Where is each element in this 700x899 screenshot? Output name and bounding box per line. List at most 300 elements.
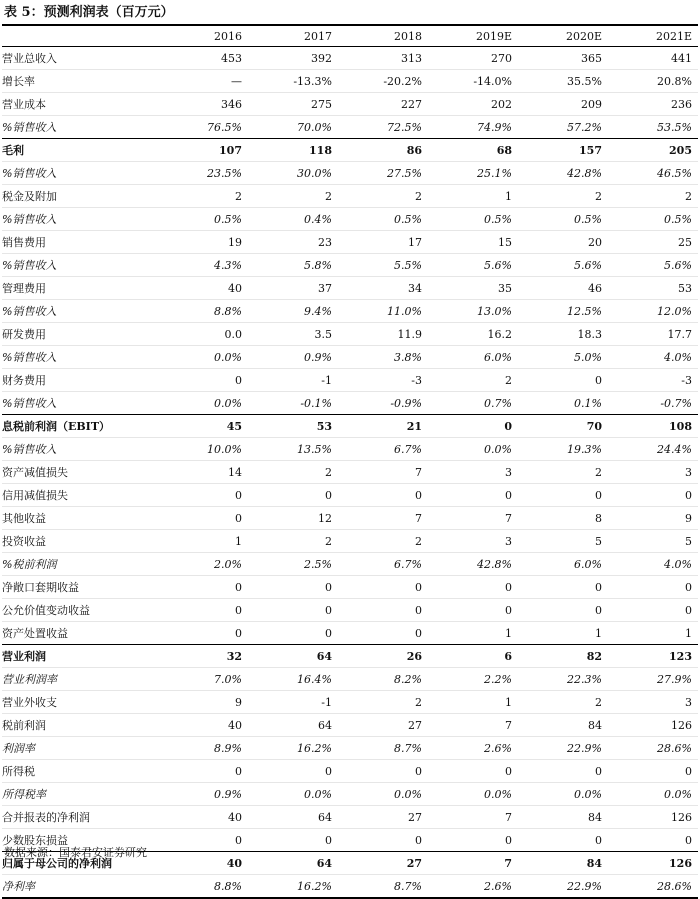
row-value: 5.0% xyxy=(574,350,602,364)
row-value: 27.5% xyxy=(387,166,422,180)
table-row xyxy=(2,668,698,691)
row-label: 资产处置收益 xyxy=(2,627,68,640)
source-note: 数据来源：国泰君安证券研究 xyxy=(4,846,147,859)
table-row xyxy=(2,47,698,70)
row-value: 0.0% xyxy=(484,442,512,456)
table-row xyxy=(2,530,698,553)
row-value: 1 xyxy=(505,695,512,709)
row-value: 0 xyxy=(325,580,332,594)
table-row xyxy=(2,484,698,507)
row-value: -3 xyxy=(411,373,422,387)
row-value: 0 xyxy=(505,833,512,847)
row-value: 227 xyxy=(401,97,422,111)
row-value: 0 xyxy=(595,603,602,617)
row-value: 107 xyxy=(158,139,248,162)
row-value: 7.0% xyxy=(214,672,242,686)
row-value: -1 xyxy=(321,373,332,387)
row-label: 所得税 xyxy=(2,765,35,778)
row-value: 14 xyxy=(228,465,242,479)
row-value: 9 xyxy=(235,695,242,709)
row-label: 增长率 xyxy=(2,75,35,88)
row-value: 2 xyxy=(325,465,332,479)
row-value: 2 xyxy=(415,189,422,203)
table-row xyxy=(2,231,698,254)
row-value: 0.0% xyxy=(214,396,242,410)
row-value: 72.5% xyxy=(387,120,422,134)
row-value: 21 xyxy=(338,415,428,438)
row-value: 8.7% xyxy=(394,879,422,893)
header-year: 2020E xyxy=(518,25,608,47)
row-value: 0 xyxy=(595,373,602,387)
row-value: 0 xyxy=(235,580,242,594)
row-value: 23 xyxy=(318,235,332,249)
row-value: 35 xyxy=(498,281,512,295)
row-value: 0.5% xyxy=(484,212,512,226)
row-value: 0.9% xyxy=(214,787,242,801)
row-value: 68 xyxy=(428,139,518,162)
row-value: 0 xyxy=(235,626,242,640)
row-value: 0 xyxy=(235,373,242,387)
row-value: 1 xyxy=(235,534,242,548)
row-value: 0 xyxy=(415,580,422,594)
row-label: 营业利润率 xyxy=(2,673,57,686)
row-label: %销售收入 xyxy=(2,397,57,410)
row-value: -0.7% xyxy=(660,396,692,410)
row-value: 86 xyxy=(338,139,428,162)
row-value: 5.5% xyxy=(394,258,422,272)
row-value: 64 xyxy=(248,852,338,875)
header-year: 2021E xyxy=(608,25,698,47)
row-value: 126 xyxy=(671,810,692,824)
row-value: 209 xyxy=(581,97,602,111)
row-label: 所得税率 xyxy=(2,788,46,801)
row-value: 0 xyxy=(235,764,242,778)
row-value: 12 xyxy=(318,511,332,525)
table-row xyxy=(2,277,698,300)
table-row xyxy=(2,507,698,530)
row-value: 70 xyxy=(518,415,608,438)
row-label: %销售收入 xyxy=(2,213,57,226)
table-row xyxy=(2,162,698,185)
row-label: %销售收入 xyxy=(2,121,57,134)
row-value: 3.8% xyxy=(394,350,422,364)
row-value: 0.0% xyxy=(484,787,512,801)
row-value: 0 xyxy=(325,764,332,778)
row-value: 70.0% xyxy=(297,120,332,134)
row-value: 2 xyxy=(415,534,422,548)
row-label: %税前利润 xyxy=(2,558,57,571)
row-value: 236 xyxy=(671,97,692,111)
row-value: 2 xyxy=(415,695,422,709)
row-value: 2 xyxy=(325,189,332,203)
row-value: 205 xyxy=(608,139,698,162)
row-label: 财务费用 xyxy=(2,374,46,387)
row-label: 息税前利润（EBIT） xyxy=(2,415,158,438)
row-value: 0.0% xyxy=(664,787,692,801)
row-value: 13.0% xyxy=(477,304,512,318)
row-value: 25 xyxy=(678,235,692,249)
row-value: 35.5% xyxy=(567,74,602,88)
table-row xyxy=(2,369,698,392)
table-row xyxy=(2,760,698,783)
row-label: %销售收入 xyxy=(2,259,57,272)
table-row xyxy=(2,461,698,484)
row-label: 净敞口套期收益 xyxy=(2,581,79,594)
row-value: 0.4% xyxy=(304,212,332,226)
row-value: 17.7 xyxy=(667,327,692,341)
row-label: 合并报表的净利润 xyxy=(2,811,90,824)
header-year: 2016 xyxy=(158,25,248,47)
row-value: 0 xyxy=(595,580,602,594)
row-value: 2 xyxy=(595,189,602,203)
row-value: 4.3% xyxy=(214,258,242,272)
row-label: %销售收入 xyxy=(2,167,57,180)
row-value: 0.5% xyxy=(214,212,242,226)
row-value: 453 xyxy=(221,51,242,65)
row-value: 0.0% xyxy=(214,350,242,364)
table-row xyxy=(2,576,698,599)
row-value: 8.8% xyxy=(214,879,242,893)
row-value: 0.5% xyxy=(664,212,692,226)
row-label: 净利率 xyxy=(2,880,35,893)
row-value: 7 xyxy=(415,465,422,479)
row-value: 2 xyxy=(685,189,692,203)
row-value: 5.6% xyxy=(484,258,512,272)
row-value: 53 xyxy=(678,281,692,295)
row-value: 53.5% xyxy=(657,120,692,134)
row-value: -13.3% xyxy=(293,74,332,88)
row-value: 6 xyxy=(428,645,518,668)
row-value: 0.9% xyxy=(304,350,332,364)
table-row xyxy=(2,783,698,806)
row-value: 0.5% xyxy=(574,212,602,226)
row-value: 0 xyxy=(685,488,692,502)
row-label: 营业外收支 xyxy=(2,696,57,709)
row-value: 0 xyxy=(415,764,422,778)
row-value: 27.9% xyxy=(657,672,692,686)
row-value: -0.9% xyxy=(390,396,422,410)
row-value: 0 xyxy=(415,626,422,640)
table-row xyxy=(2,553,698,576)
row-value: 8.8% xyxy=(214,304,242,318)
row-value: 76.5% xyxy=(207,120,242,134)
row-value: 0 xyxy=(415,603,422,617)
row-label: 营业总收入 xyxy=(2,52,57,65)
row-value: 0 xyxy=(235,511,242,525)
row-value: 346 xyxy=(221,97,242,111)
row-value: 270 xyxy=(491,51,512,65)
row-value: 82 xyxy=(518,645,608,668)
row-value: 0 xyxy=(505,488,512,502)
row-value: 2 xyxy=(595,465,602,479)
row-value: 0 xyxy=(235,603,242,617)
row-label: 销售费用 xyxy=(2,236,46,249)
row-value: 64 xyxy=(318,810,332,824)
row-value: 7 xyxy=(428,852,518,875)
row-value: 64 xyxy=(318,718,332,732)
table-row xyxy=(2,254,698,277)
row-value: -14.0% xyxy=(473,74,512,88)
row-label: 税前利润 xyxy=(2,719,46,732)
row-value: 24.4% xyxy=(657,442,692,456)
table-row xyxy=(2,737,698,760)
row-value: 0.0 xyxy=(224,327,242,341)
row-value: 1 xyxy=(595,626,602,640)
header-row xyxy=(2,25,698,47)
row-value: 7 xyxy=(505,511,512,525)
row-value: 20 xyxy=(588,235,602,249)
row-value: 3 xyxy=(685,695,692,709)
row-label: 管理费用 xyxy=(2,282,46,295)
row-value: 19 xyxy=(228,235,242,249)
row-value: 11.0% xyxy=(387,304,422,318)
row-value: 0.5% xyxy=(394,212,422,226)
row-value: 5.6% xyxy=(664,258,692,272)
table-row xyxy=(2,438,698,461)
row-value: 8 xyxy=(595,511,602,525)
row-value: 123 xyxy=(608,645,698,668)
row-value: 2.6% xyxy=(484,879,512,893)
table-row xyxy=(2,116,698,139)
row-value: 313 xyxy=(401,51,422,65)
row-label: %销售收入 xyxy=(2,443,57,456)
table-body xyxy=(2,47,698,899)
table-row xyxy=(2,714,698,737)
row-value: 37 xyxy=(318,281,332,295)
row-value: 5.6% xyxy=(574,258,602,272)
row-value: 0 xyxy=(505,580,512,594)
row-label: 信用减值损失 xyxy=(2,489,68,502)
row-value: 1 xyxy=(685,626,692,640)
row-value: 40 xyxy=(228,281,242,295)
table-row xyxy=(2,300,698,323)
income-statement-table xyxy=(2,24,698,899)
row-value: 42.8% xyxy=(567,166,602,180)
row-value: 126 xyxy=(671,718,692,732)
row-value: 0 xyxy=(325,488,332,502)
row-value: 0 xyxy=(595,833,602,847)
header-label xyxy=(2,25,158,47)
row-label: 利润率 xyxy=(2,742,35,755)
row-value: 8.2% xyxy=(394,672,422,686)
row-value: 5 xyxy=(685,534,692,548)
row-value: 0 xyxy=(428,415,518,438)
row-value: 441 xyxy=(671,51,692,65)
row-value: 0 xyxy=(685,764,692,778)
row-value: 7 xyxy=(415,511,422,525)
row-value: 11.9 xyxy=(397,327,422,341)
header-year: 2018 xyxy=(338,25,428,47)
row-value: 2.0% xyxy=(214,557,242,571)
row-value: 30.0% xyxy=(297,166,332,180)
row-value: 18.3 xyxy=(577,327,602,341)
row-value: 53 xyxy=(248,415,338,438)
table-row xyxy=(2,392,698,415)
row-value: 0 xyxy=(685,833,692,847)
row-value: 45 xyxy=(158,415,248,438)
row-value: 3 xyxy=(505,534,512,548)
row-value: 84 xyxy=(588,810,602,824)
table-row xyxy=(2,93,698,116)
row-label: 税金及附加 xyxy=(2,190,57,203)
row-label: %销售收入 xyxy=(2,351,57,364)
row-label: 归属于母公司的净利润 xyxy=(2,852,158,875)
table-title: 表 5：预测利润表（百万元） xyxy=(4,5,174,20)
row-value: 1 xyxy=(505,626,512,640)
row-value: 118 xyxy=(248,139,338,162)
row-value: 64 xyxy=(248,645,338,668)
row-value: 27 xyxy=(338,852,428,875)
row-value: 108 xyxy=(608,415,698,438)
row-value: 22.3% xyxy=(567,672,602,686)
table-row xyxy=(2,139,698,162)
row-value: 5.8% xyxy=(304,258,332,272)
row-label: 毛利 xyxy=(2,139,158,162)
table-row xyxy=(2,346,698,369)
row-label: %销售收入 xyxy=(2,305,57,318)
row-value: 15 xyxy=(498,235,512,249)
row-value: 2 xyxy=(235,189,242,203)
row-value: 32 xyxy=(158,645,248,668)
row-label: 资产减值损失 xyxy=(2,466,68,479)
row-value: 26 xyxy=(338,645,428,668)
row-value: 0.1% xyxy=(574,396,602,410)
row-value: 0.0% xyxy=(574,787,602,801)
row-value: 34 xyxy=(408,281,422,295)
row-value: 12.5% xyxy=(567,304,602,318)
table-row xyxy=(2,185,698,208)
row-value: 365 xyxy=(581,51,602,65)
row-value: 0.7% xyxy=(484,396,512,410)
row-value: 4.0% xyxy=(664,557,692,571)
row-value: 202 xyxy=(491,97,512,111)
row-value: 157 xyxy=(518,139,608,162)
row-value: 0 xyxy=(325,626,332,640)
header-year: 2019E xyxy=(428,25,518,47)
row-value: 46 xyxy=(588,281,602,295)
row-value: 0 xyxy=(685,580,692,594)
table-row xyxy=(2,208,698,231)
row-value: 4.0% xyxy=(664,350,692,364)
row-value: 57.2% xyxy=(567,120,602,134)
row-value: 8.7% xyxy=(394,741,422,755)
row-value: 2.5% xyxy=(304,557,332,571)
row-value: 2 xyxy=(325,534,332,548)
row-value: 0 xyxy=(505,764,512,778)
row-value: 0.0% xyxy=(304,787,332,801)
header-year: 2017 xyxy=(248,25,338,47)
row-value: 10.0% xyxy=(207,442,242,456)
row-value: 3.5 xyxy=(314,327,332,341)
row-value: 27 xyxy=(408,810,422,824)
row-value: 0 xyxy=(595,488,602,502)
row-value: 16.2% xyxy=(297,741,332,755)
row-value: 40 xyxy=(158,852,248,875)
row-value: 28.6% xyxy=(657,879,692,893)
row-value: 12.0% xyxy=(657,304,692,318)
row-label: 营业成本 xyxy=(2,98,46,111)
table-row xyxy=(2,875,698,899)
row-value: 16.2% xyxy=(297,879,332,893)
row-value: 9.4% xyxy=(304,304,332,318)
row-value: 5 xyxy=(595,534,602,548)
row-value: 2 xyxy=(505,373,512,387)
row-value: 0 xyxy=(415,833,422,847)
row-value: 0 xyxy=(595,764,602,778)
row-value: -1 xyxy=(321,695,332,709)
row-value: 40 xyxy=(228,718,242,732)
row-value: 3 xyxy=(685,465,692,479)
row-value: 0.0% xyxy=(394,787,422,801)
row-value: 46.5% xyxy=(657,166,692,180)
row-value: 0 xyxy=(235,488,242,502)
row-value: -0.1% xyxy=(300,396,332,410)
row-value: -20.2% xyxy=(383,74,422,88)
row-value: 13.5% xyxy=(297,442,332,456)
row-value: 0 xyxy=(685,603,692,617)
row-label: 公允价值变动收益 xyxy=(2,604,90,617)
row-value: 392 xyxy=(311,51,332,65)
row-value: 9 xyxy=(685,511,692,525)
row-value: 25.1% xyxy=(477,166,512,180)
row-label: 少数股东损益 xyxy=(2,834,68,847)
row-value: 0 xyxy=(505,603,512,617)
row-value: 40 xyxy=(228,810,242,824)
row-value: 27 xyxy=(408,718,422,732)
row-value: 2.6% xyxy=(484,741,512,755)
table-row xyxy=(2,691,698,714)
row-value: -3 xyxy=(681,373,692,387)
row-value: 17 xyxy=(408,235,422,249)
row-label: 营业利润 xyxy=(2,645,158,668)
row-value: 0 xyxy=(235,833,242,847)
row-value: 3 xyxy=(505,465,512,479)
row-value: 22.9% xyxy=(567,741,602,755)
table-row xyxy=(2,622,698,645)
row-value: 7 xyxy=(505,718,512,732)
row-value: 8.9% xyxy=(214,741,242,755)
row-value: 0 xyxy=(415,488,422,502)
row-value: 2.2% xyxy=(484,672,512,686)
row-value: 6.0% xyxy=(484,350,512,364)
table-row xyxy=(2,806,698,829)
row-value: 84 xyxy=(588,718,602,732)
row-value: 84 xyxy=(518,852,608,875)
row-value: 6.0% xyxy=(574,557,602,571)
row-label: 其他收益 xyxy=(2,512,46,525)
row-label: 研发费用 xyxy=(2,328,46,341)
table-row xyxy=(2,599,698,622)
table-row xyxy=(2,645,698,668)
row-value: 2 xyxy=(595,695,602,709)
row-value: 16.2 xyxy=(487,327,512,341)
row-value: 126 xyxy=(608,852,698,875)
row-value: — xyxy=(231,74,242,88)
row-value: 19.3% xyxy=(567,442,602,456)
row-value: 22.9% xyxy=(567,879,602,893)
row-value: 1 xyxy=(505,189,512,203)
table-row xyxy=(2,415,698,438)
row-value: 275 xyxy=(311,97,332,111)
row-value: 23.5% xyxy=(207,166,242,180)
row-value: 20.8% xyxy=(657,74,692,88)
row-value: 0 xyxy=(325,833,332,847)
row-value: 28.6% xyxy=(657,741,692,755)
row-value: 7 xyxy=(505,810,512,824)
row-label: 投资收益 xyxy=(2,535,46,548)
row-value: 74.9% xyxy=(477,120,512,134)
row-value: 6.7% xyxy=(394,557,422,571)
